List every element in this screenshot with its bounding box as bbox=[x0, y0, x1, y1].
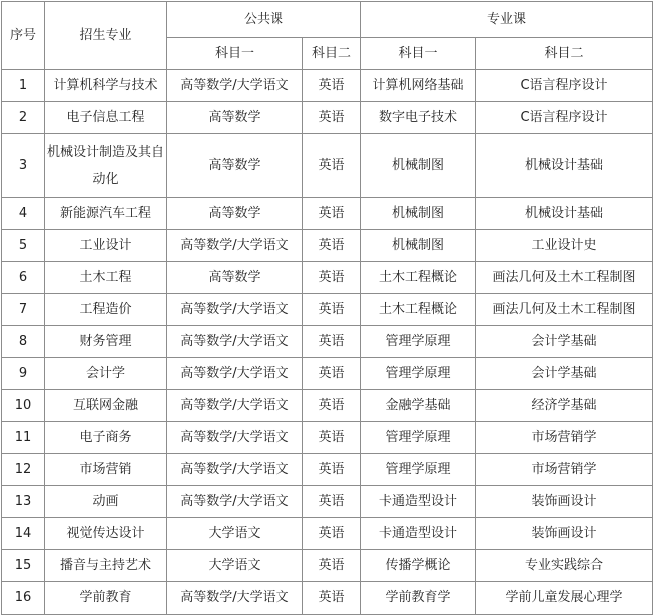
cell-professional-subject2: C语言程序设计 bbox=[476, 102, 653, 134]
cell-public-subject1: 高等数学/大学语文 bbox=[167, 454, 303, 486]
header-professional-subject1: 科目一 bbox=[361, 38, 476, 70]
cell-public-subject2: 英语 bbox=[303, 486, 361, 518]
cell-major: 机械设计制造及其自动化 bbox=[45, 134, 167, 198]
cell-public-subject1: 高等数学/大学语文 bbox=[167, 294, 303, 326]
cell-public-subject1: 高等数学/大学语文 bbox=[167, 390, 303, 422]
cell-public-subject1: 高等数学 bbox=[167, 198, 303, 230]
table-row bbox=[2, 486, 653, 518]
cell-professional-subject1: 机械制图 bbox=[361, 198, 476, 230]
cell-seq: 13 bbox=[2, 486, 45, 518]
cell-public-subject2: 英语 bbox=[303, 230, 361, 262]
cell-professional-subject2: 会计学基础 bbox=[476, 358, 653, 390]
header-professional-courses: 专业课 bbox=[361, 2, 653, 38]
header-major: 招生专业 bbox=[45, 2, 167, 70]
cell-professional-subject1: 传播学概论 bbox=[361, 550, 476, 582]
cell-public-subject2: 英语 bbox=[303, 422, 361, 454]
cell-public-subject1: 高等数学/大学语文 bbox=[167, 422, 303, 454]
cell-seq: 12 bbox=[2, 454, 45, 486]
header-public-courses: 公共课 bbox=[167, 2, 361, 38]
table-row bbox=[2, 454, 653, 486]
cell-public-subject2: 英语 bbox=[303, 198, 361, 230]
cell-public-subject1: 高等数学/大学语文 bbox=[167, 486, 303, 518]
cell-professional-subject2: 经济学基础 bbox=[476, 390, 653, 422]
cell-professional-subject2: 市场营销学 bbox=[476, 454, 653, 486]
cell-major: 播音与主持艺术 bbox=[45, 550, 167, 582]
cell-professional-subject1: 数字电子技术 bbox=[361, 102, 476, 134]
cell-major: 市场营销 bbox=[45, 454, 167, 486]
table-row bbox=[2, 422, 653, 454]
cell-seq: 2 bbox=[2, 102, 45, 134]
cell-seq: 10 bbox=[2, 390, 45, 422]
cell-major: 电子商务 bbox=[45, 422, 167, 454]
cell-professional-subject1: 管理学原理 bbox=[361, 454, 476, 486]
cell-major: 工业设计 bbox=[45, 230, 167, 262]
cell-public-subject2: 英语 bbox=[303, 550, 361, 582]
cell-public-subject1: 高等数学/大学语文 bbox=[167, 70, 303, 102]
cell-major: 财务管理 bbox=[45, 326, 167, 358]
cell-public-subject1: 高等数学 bbox=[167, 102, 303, 134]
table-row bbox=[2, 230, 653, 262]
cell-professional-subject2: 学前儿童发展心理学 bbox=[476, 582, 653, 615]
cell-professional-subject1: 卡通造型设计 bbox=[361, 518, 476, 550]
cell-professional-subject2: 装饰画设计 bbox=[476, 486, 653, 518]
cell-public-subject1: 高等数学/大学语文 bbox=[167, 326, 303, 358]
cell-professional-subject1: 机械制图 bbox=[361, 230, 476, 262]
table-header bbox=[2, 2, 653, 70]
cell-major: 电子信息工程 bbox=[45, 102, 167, 134]
table-row bbox=[2, 326, 653, 358]
cell-seq: 8 bbox=[2, 326, 45, 358]
cell-major: 动画 bbox=[45, 486, 167, 518]
cell-professional-subject2: 工业设计史 bbox=[476, 230, 653, 262]
cell-professional-subject2: 会计学基础 bbox=[476, 326, 653, 358]
cell-professional-subject1: 管理学原理 bbox=[361, 326, 476, 358]
table-row bbox=[2, 390, 653, 422]
cell-professional-subject1: 卡通造型设计 bbox=[361, 486, 476, 518]
cell-public-subject2: 英语 bbox=[303, 390, 361, 422]
cell-public-subject2: 英语 bbox=[303, 454, 361, 486]
table-row bbox=[2, 358, 653, 390]
cell-major: 会计学 bbox=[45, 358, 167, 390]
table-row bbox=[2, 198, 653, 230]
cell-major: 土木工程 bbox=[45, 262, 167, 294]
cell-seq: 14 bbox=[2, 518, 45, 550]
table-row bbox=[2, 550, 653, 582]
table-row bbox=[2, 294, 653, 326]
table-row bbox=[2, 102, 653, 134]
cell-public-subject2: 英语 bbox=[303, 262, 361, 294]
cell-seq: 3 bbox=[2, 134, 45, 198]
cell-major: 学前教育 bbox=[45, 582, 167, 615]
cell-public-subject1: 高等数学/大学语文 bbox=[167, 582, 303, 615]
cell-professional-subject1: 学前教育学 bbox=[361, 582, 476, 615]
cell-major: 工程造价 bbox=[45, 294, 167, 326]
cell-professional-subject2: 机械设计基础 bbox=[476, 134, 653, 198]
cell-seq: 11 bbox=[2, 422, 45, 454]
cell-professional-subject2: 画法几何及土木工程制图 bbox=[476, 262, 653, 294]
cell-public-subject1: 高等数学 bbox=[167, 134, 303, 198]
header-public-subject1: 科目一 bbox=[167, 38, 303, 70]
cell-professional-subject1: 土木工程概论 bbox=[361, 294, 476, 326]
cell-professional-subject1: 计算机网络基础 bbox=[361, 70, 476, 102]
cell-public-subject1: 高等数学/大学语文 bbox=[167, 358, 303, 390]
cell-seq: 9 bbox=[2, 358, 45, 390]
cell-public-subject2: 英语 bbox=[303, 582, 361, 615]
cell-seq: 4 bbox=[2, 198, 45, 230]
cell-public-subject2: 英语 bbox=[303, 134, 361, 198]
cell-professional-subject1: 管理学原理 bbox=[361, 422, 476, 454]
cell-public-subject2: 英语 bbox=[303, 70, 361, 102]
cell-professional-subject1: 机械制图 bbox=[361, 134, 476, 198]
cell-major: 互联网金融 bbox=[45, 390, 167, 422]
table-row bbox=[2, 582, 653, 615]
cell-public-subject2: 英语 bbox=[303, 358, 361, 390]
cell-public-subject1: 高等数学/大学语文 bbox=[167, 230, 303, 262]
cell-professional-subject2: 机械设计基础 bbox=[476, 198, 653, 230]
admission-subjects-table bbox=[1, 1, 653, 615]
cell-public-subject1: 大学语文 bbox=[167, 550, 303, 582]
header-professional-subject2: 科目二 bbox=[476, 38, 653, 70]
cell-public-subject1: 高等数学 bbox=[167, 262, 303, 294]
cell-professional-subject1: 土木工程概论 bbox=[361, 262, 476, 294]
cell-professional-subject2: 市场营销学 bbox=[476, 422, 653, 454]
cell-public-subject1: 大学语文 bbox=[167, 518, 303, 550]
cell-seq: 1 bbox=[2, 70, 45, 102]
cell-seq: 5 bbox=[2, 230, 45, 262]
cell-public-subject2: 英语 bbox=[303, 102, 361, 134]
header-public-subject2: 科目二 bbox=[303, 38, 361, 70]
table-row bbox=[2, 518, 653, 550]
cell-public-subject2: 英语 bbox=[303, 294, 361, 326]
table-row bbox=[2, 134, 653, 198]
cell-public-subject2: 英语 bbox=[303, 326, 361, 358]
header-row-top bbox=[2, 2, 653, 38]
table-body bbox=[2, 70, 653, 615]
cell-seq: 16 bbox=[2, 582, 45, 615]
cell-professional-subject2: C语言程序设计 bbox=[476, 70, 653, 102]
cell-seq: 7 bbox=[2, 294, 45, 326]
cell-seq: 15 bbox=[2, 550, 45, 582]
cell-seq: 6 bbox=[2, 262, 45, 294]
cell-public-subject2: 英语 bbox=[303, 518, 361, 550]
table-row bbox=[2, 70, 653, 102]
cell-professional-subject2: 专业实践综合 bbox=[476, 550, 653, 582]
header-seq: 序号 bbox=[2, 2, 45, 70]
cell-major: 计算机科学与技术 bbox=[45, 70, 167, 102]
cell-professional-subject1: 管理学原理 bbox=[361, 358, 476, 390]
cell-professional-subject1: 金融学基础 bbox=[361, 390, 476, 422]
cell-professional-subject2: 装饰画设计 bbox=[476, 518, 653, 550]
table-row bbox=[2, 262, 653, 294]
cell-major: 新能源汽车工程 bbox=[45, 198, 167, 230]
cell-professional-subject2: 画法几何及土木工程制图 bbox=[476, 294, 653, 326]
cell-major: 视觉传达设计 bbox=[45, 518, 167, 550]
